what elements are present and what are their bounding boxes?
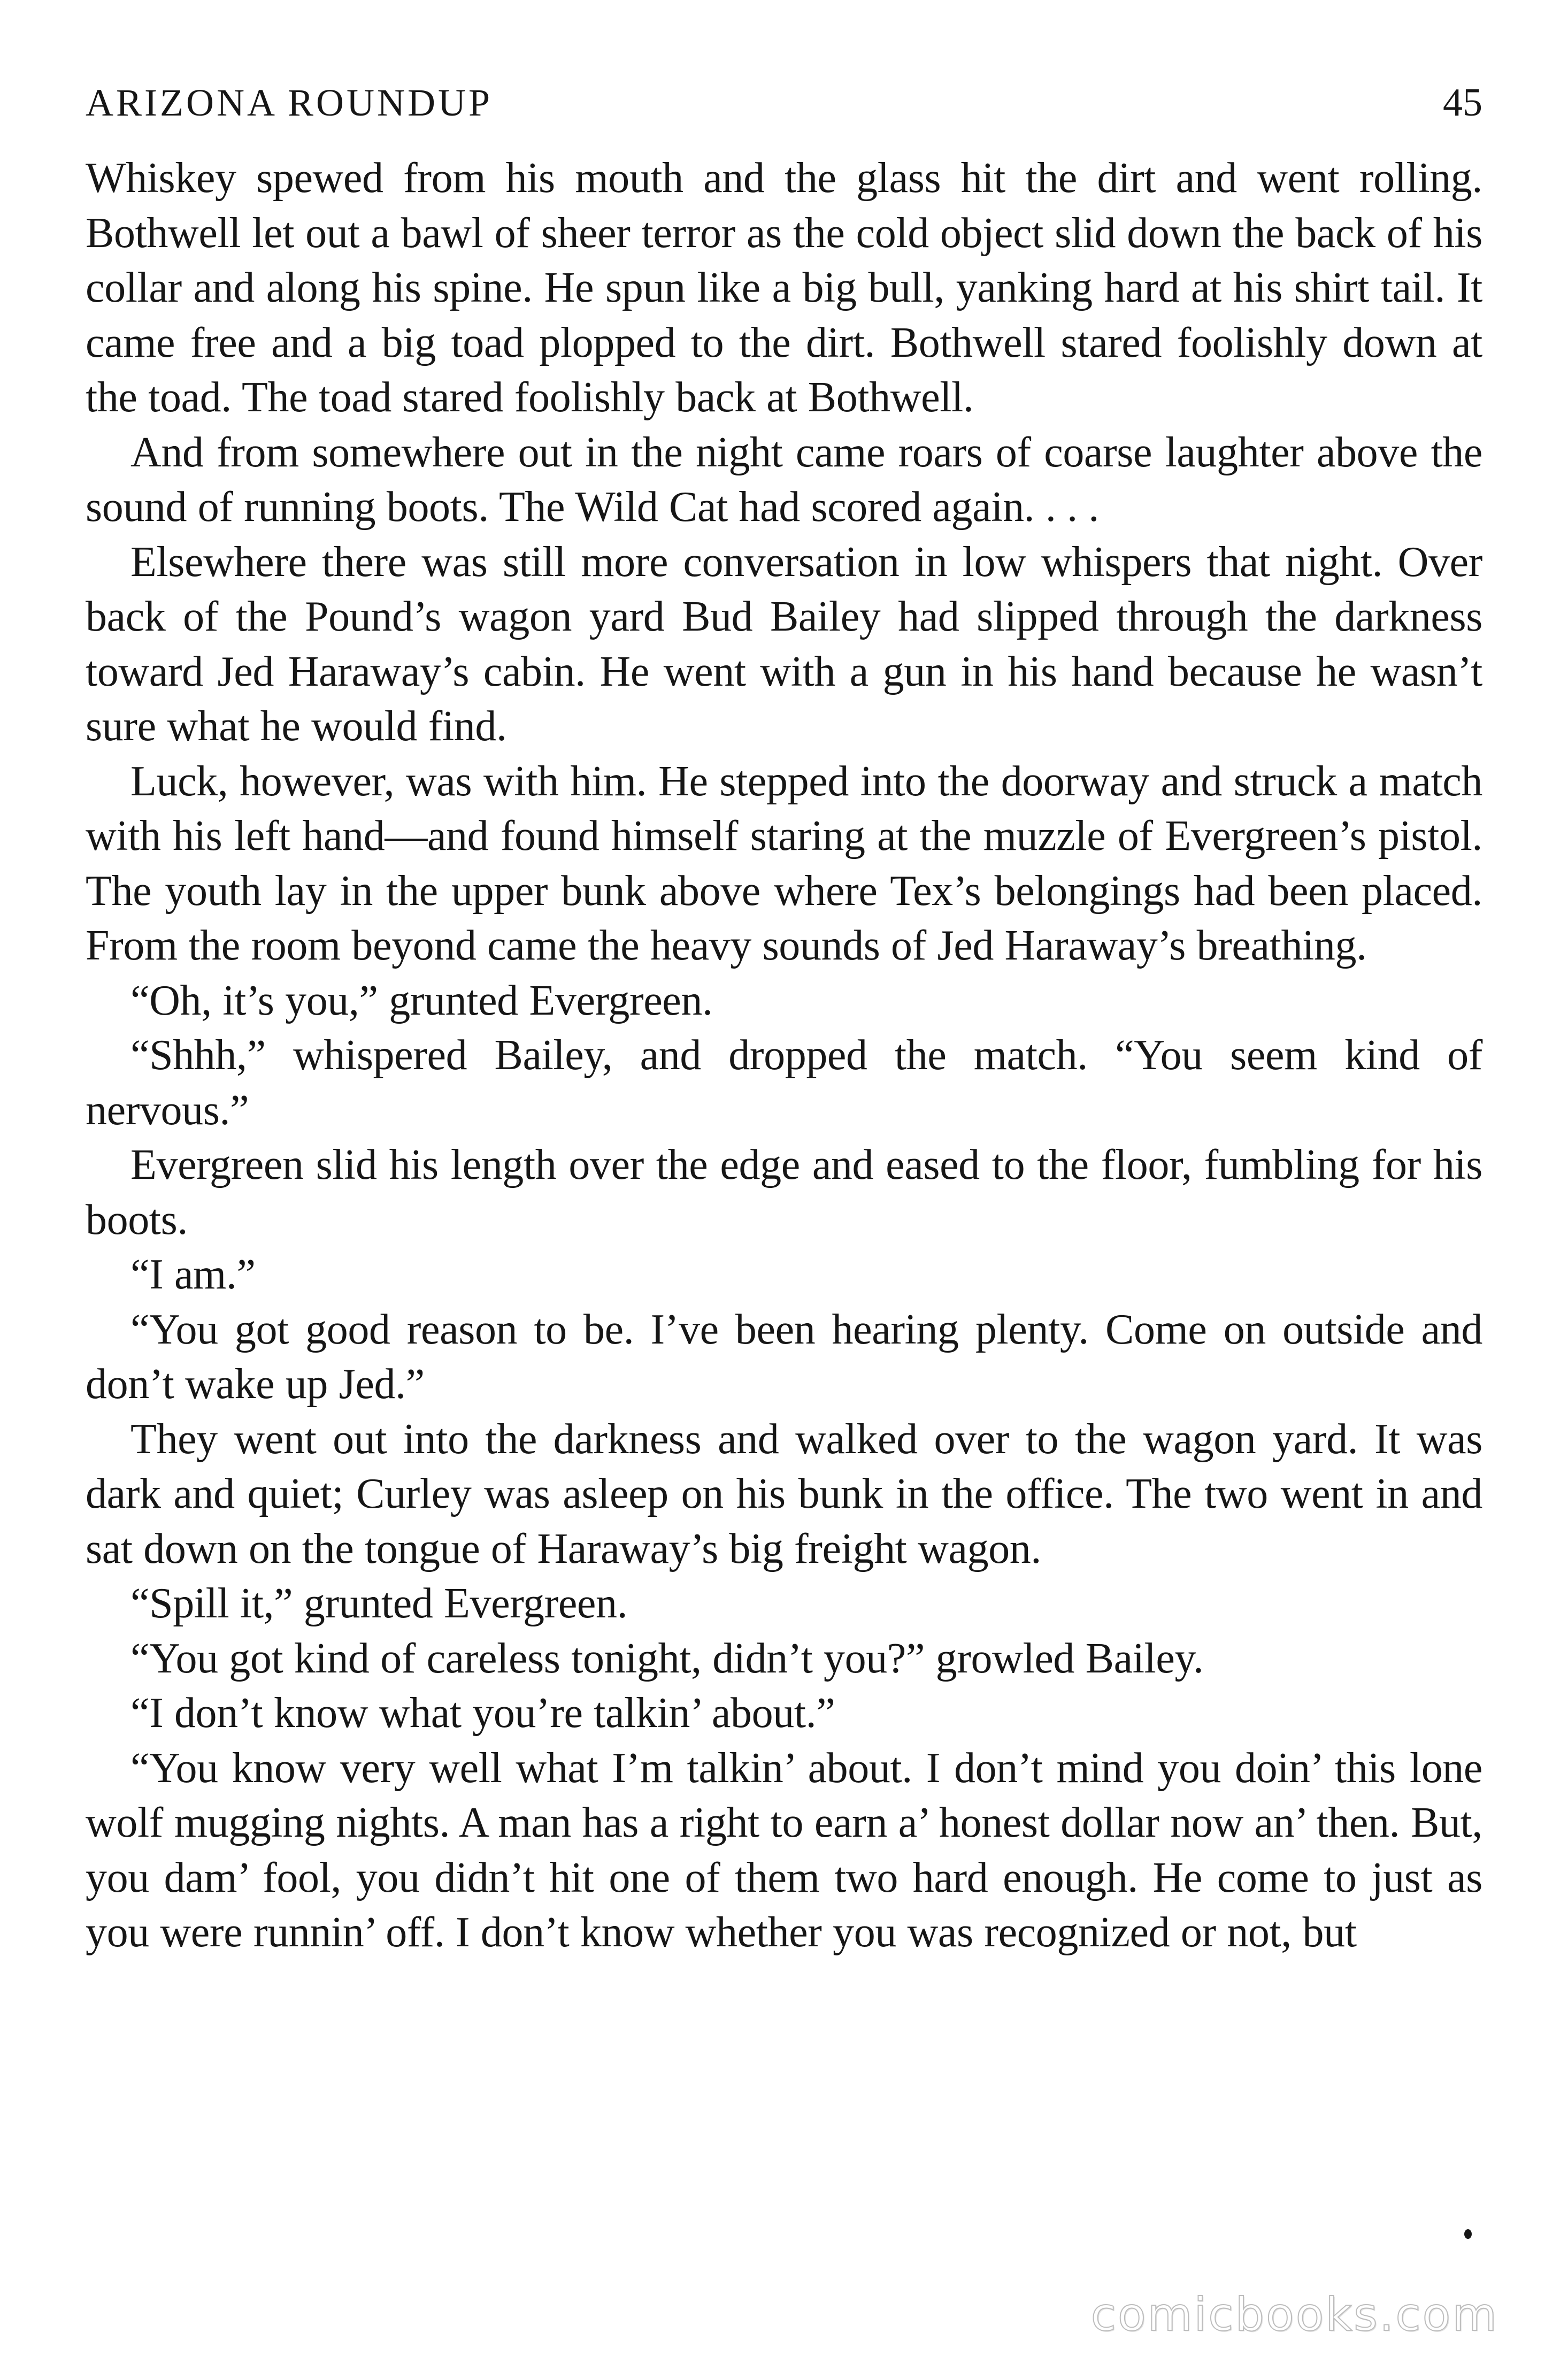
- paragraph-8: “I am.”: [130, 1251, 256, 1298]
- paragraph-7: Evergreen slid his length over the edge and eased to the floor, fumbling for his boots.: [86, 1141, 1482, 1244]
- paragraph-10: They went out into the darkness and walked over to the wagon yard. It was dark and quiet; Curley was asleep on his bunk in the office. The two went in and sat down on the tongue of Haraway’s big freight wagon.: [86, 1415, 1482, 1572]
- book-page: [86, 80, 1482, 2273]
- paragraph-6: “Shhh,” whispered Bailey, and dropped the match. “You seem kind of nervous.”: [86, 1032, 1482, 1134]
- paragraph-12: “You got kind of careless tonight, didn’t you?” growled Bailey.: [130, 1634, 1204, 1682]
- page-number: 45: [1443, 81, 1482, 125]
- watermark: comicbooks.com: [1090, 2288, 1498, 2342]
- body-text: [86, 151, 1482, 1960]
- running-title: ARIZONA ROUNDUP: [86, 81, 493, 124]
- paragraph-5: “Oh, it’s you,” grunted Evergreen.: [130, 977, 713, 1024]
- paragraph-2: And from somewhere out in the night came roars of coarse laughter above the sound of running boots. The Wild Cat had scored again. . . .: [86, 428, 1482, 531]
- paragraph-13: “I don’t know what you’re talkin’ about.”: [130, 1690, 835, 1737]
- paragraph-14: “You know very well what I’m talkin’ about. I don’t mind you doin’ this lone wolf mugging nights. A man has a right to earn a’ honest dollar now an’ then. But, you dam’ fool, you didn’t hit one of them two hard enough. He come to just as you were runnin’ off. I don’t know whether you was recognized or not, but: [86, 1744, 1482, 1956]
- paragraph-11: “Spill it,” grunted Evergreen.: [130, 1580, 628, 1627]
- paragraph-4: Luck, however, was with him. He stepped into the doorway and struck a match with his left hand—and found himself staring at the muzzle of Evergreen’s pistol. The youth lay in the upper bunk above where Tex’s belongings had been placed. From the room beyond came the heavy sounds of Jed Haraway’s breathing.: [86, 757, 1482, 969]
- paragraph-1: Whiskey spewed from his mouth and the glass hit the dirt and went rolling. Bothwell let out a bawl of sheer terror as the cold object slid down the back of his collar and along his spine. He spun like a big bull, yanking hard at his shirt tail. It came free and a big toad plopped to the dirt. Bothwell stared foolishly down at the toad. The toad stared foolishly back at Bothwell.: [86, 155, 1482, 421]
- paragraph-9: “You got good reason to be. I’ve been hearing plenty. Come on outside and don’t wake up Jed.”: [86, 1306, 1482, 1408]
- ink-mark: [1464, 2229, 1472, 2239]
- paragraph-3: Elsewhere there was still more conversation in low whispers that night. Over back of the Pound’s wagon yard Bud Bailey had slipped through the darkness toward Jed Haraway’s cabin. He went with a gun in his hand because he wasn’t sure what he would find.: [86, 538, 1482, 750]
- running-head: [86, 80, 1482, 139]
